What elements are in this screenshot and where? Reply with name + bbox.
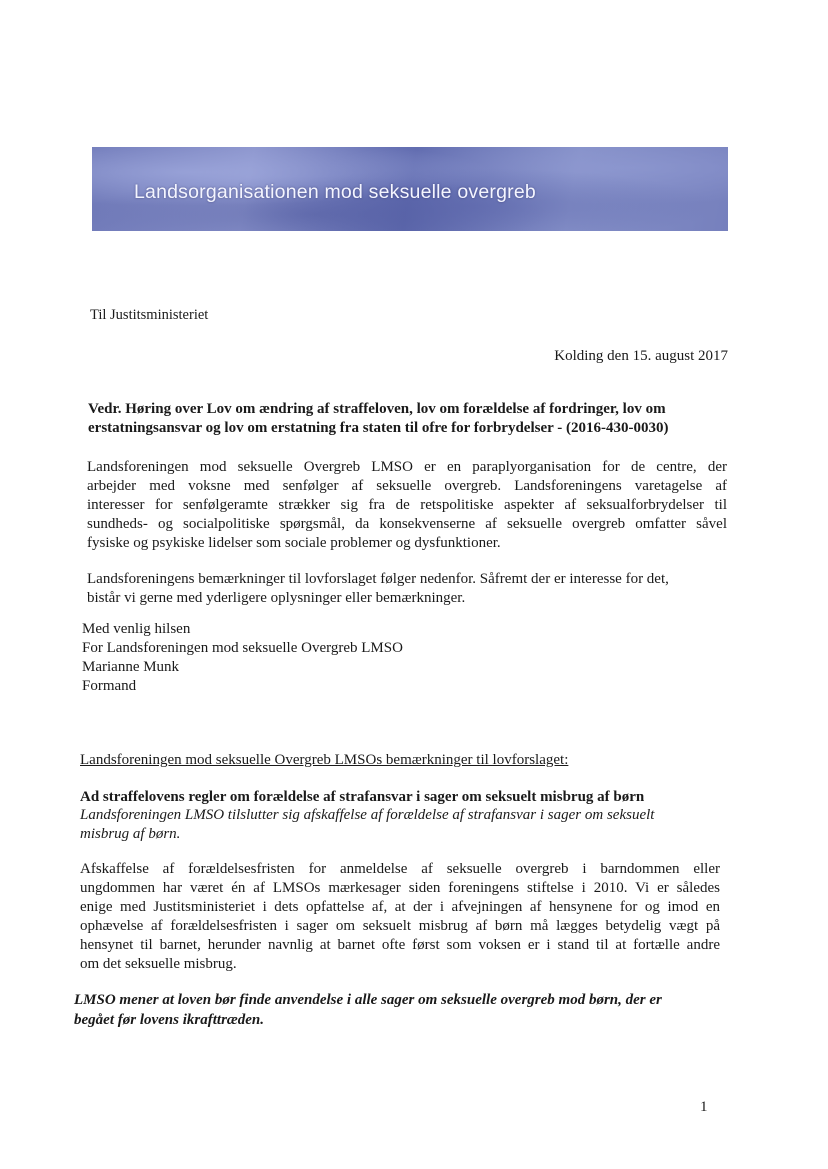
subject-line: Vedr. Høring over Lov om ændring af straffeloven, lov om forældelse af fordringer, lov om	[88, 401, 666, 417]
topic-heading: Ad straffelovens regler om forældelse af strafansvar i sager om seksuelt misbrug af børn	[80, 789, 645, 805]
body-line: ungdommen har været én af LMSOs mærkesager siden foreningens stiftelse i 2010. Vi er således	[80, 880, 720, 896]
body-line: ophævelse af forældelsesfristen i sager om seksuelt misbrug af børn må lægges betydelig vægt på	[80, 918, 720, 934]
closing-statement	[74, 990, 662, 1030]
signature-greeting: Med venlig hilsen	[82, 621, 191, 637]
body-line: hensynet til barnet, herunder navnlig at barnet ofte først som voksen er i stand til at fortælle andre	[80, 937, 720, 953]
signature-name: Marianne Munk	[82, 659, 180, 675]
recipient: Til Justitsministeriet	[90, 307, 209, 323]
dateline: Kolding den 15. august 2017	[554, 348, 728, 364]
closing-line: begået før lovens ikrafttræden.	[74, 1012, 264, 1028]
intro-line: fysiske og psykiske lidelser som sociale problemer og dysfunktioner.	[87, 535, 501, 551]
body-line: enige med Justitsministeriet i dets opfattelse af, at der i afvejningen af hensynene for og imod en	[80, 899, 720, 915]
remarks-paragraph	[87, 570, 727, 608]
signature-organization: For Landsforeningen mod seksuelle Overgreb LMSO	[82, 640, 403, 656]
remarks-line: bistår vi gerne med yderligere oplysninger eller bemærkninger.	[87, 590, 466, 606]
topic-statement-line: Landsforeningen LMSO tilslutter sig afskaffelse af forældelse af strafansvar i sager om seksuelt	[80, 807, 655, 823]
intro-line: sundheds- og socialpolitiske spørgsmål, da konsekvenserne af seksuelle overgreb omfatter såvel	[87, 516, 727, 532]
body-paragraph	[80, 860, 720, 974]
page-number: 1	[700, 1099, 708, 1115]
signature-block	[82, 620, 403, 696]
subject-line: erstatningsansvar og lov om erstatning fra staten til ofre for forbrydelser - (2016-430-0030)	[88, 420, 669, 436]
closing-line: LMSO mener at loven bør finde anvendelse i alle sager om seksuelle overgreb mod børn, der er	[74, 992, 662, 1008]
remarks-line: Landsforeningens bemærkninger til lovforslaget følger nedenfor. Såfremt der er interesse for det,	[87, 571, 669, 587]
subject	[88, 400, 730, 438]
signature-title: Formand	[82, 678, 137, 694]
body-line: Afskaffelse af forældelsesfristen for anmeldelse af seksuelle overgreb i barndommen eller	[80, 861, 720, 877]
header-banner	[92, 147, 728, 231]
intro-line: arbejder med voksne med senfølger af seksuelle overgreb. Landsforeningens varetagelse af	[87, 478, 727, 494]
topic-statement	[80, 806, 720, 844]
banner-title: Landsorganisationen mod seksuelle overgreb	[134, 181, 536, 203]
section-heading: Landsforeningen mod seksuelle Overgreb LMSOs bemærkninger til lovforslaget:	[80, 752, 569, 768]
intro-paragraph	[87, 458, 727, 553]
topic-statement-line: misbrug af børn.	[80, 826, 181, 842]
intro-line: Landsforeningen mod seksuelle Overgreb LMSO er en paraplyorganisation for de centre, der	[87, 459, 727, 475]
body-line: om det seksuelle misbrug.	[80, 956, 237, 972]
intro-line: interesser for senfølgeramte strækker sig fra de retspolitiske aspekter af seksualforbrydelser til	[87, 497, 727, 513]
